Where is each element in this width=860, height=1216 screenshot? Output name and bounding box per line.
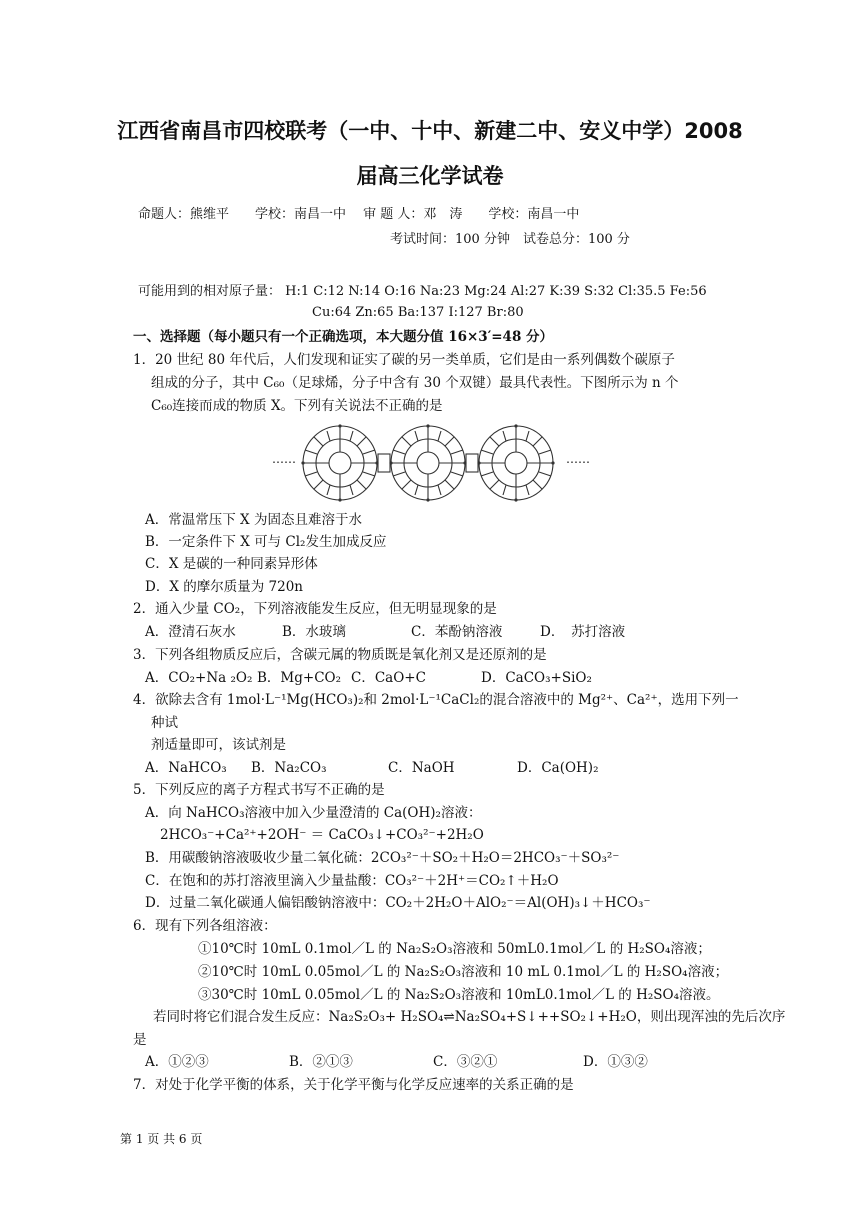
- q4-line2: 种试: [151, 715, 178, 731]
- q6-question-line1: 若同时将它们混合发生反应：Na₂S₂O₃+ H₂SO₄⇌Na₂SO₄+S↓++SO₂↓+H₂O，则出现浑浊的先后次序: [153, 1009, 786, 1025]
- q1-line1: 1．20 世纪 80 年代后，人们发现和证实了碳的另一类单质，它们是由一系列偶数个碳原子: [133, 352, 675, 368]
- q6-condition-2: ②10℃时 10mL 0.05mol／L 的 Na₂S₂O₃溶液和 10 mL 0.1mol／L 的 H₂SO₄溶液；: [198, 964, 729, 980]
- q3-option-c: C．CaO+C: [351, 670, 426, 686]
- page-footer: 第 1 页 共 6 页: [120, 1132, 203, 1146]
- q2-option-b: B．水玻璃: [282, 624, 346, 640]
- q6-option-b: B．②①③: [289, 1054, 353, 1070]
- c60-ball-1: [303, 426, 377, 500]
- c60-chain-figure: [292, 422, 582, 504]
- c60-link-1: [378, 454, 390, 472]
- c60-ball-2: [391, 426, 465, 500]
- q1-line3: C₆₀连接而成的物质 X。下列有关说法不正确的是: [151, 398, 443, 414]
- q4-option-d: D．Ca(OH)₂: [517, 760, 599, 776]
- q1-option-a: A．常温常压下 X 为固态且难溶于水: [145, 512, 362, 528]
- q2-option-a: A．澄清石灰水: [145, 624, 236, 640]
- atomic-masses-line1: 可能用到的相对原子量： H:1 C:12 N:14 O:16 Na:23 Mg:24 Al:27 K:39 S:32 Cl:35.5 Fe:56: [138, 284, 707, 299]
- q1-line2: 组成的分子，其中 C₆₀（足球烯，分子中含有 30 个双键）最具代表性。下图所示为 n 个: [151, 375, 679, 391]
- section-heading: 一、选择题（每小题只有一个正确选项，本大题分值 16×3′=48 分）: [133, 329, 554, 345]
- c60-link-2: [466, 454, 478, 472]
- q2-option-c: C．苯酚钠溶液: [411, 624, 503, 640]
- q6-condition-1: ①10℃时 10mL 0.1mol／L 的 Na₂S₂O₃溶液和 50mL0.1mol／L 的 H₂SO₄溶液；: [198, 941, 711, 957]
- exam-info: 考试时间：100 分钟 试卷总分：100 分: [390, 232, 630, 247]
- q6-question-line2: 是: [133, 1032, 147, 1048]
- q5-stem: 5．下列反应的离子方程式书写不正确的是: [133, 782, 385, 798]
- q5-option-b: B．用碳酸钠溶液吸收少量二氧化硫：2CO₃²⁻＋SO₂＋H₂O＝2HCO₃⁻＋SO₃²⁻: [145, 850, 620, 866]
- q3-option-d: D．CaCO₃+SiO₂: [481, 670, 592, 686]
- q6-stem: 6．现有下列各组溶液：: [133, 918, 277, 934]
- figure-dots-right: ……: [566, 452, 590, 466]
- q1-option-c: C．X 是碳的一种同素异形体: [145, 556, 318, 572]
- q3-stem: 3．下列各组物质反应后，含碳元属的物质既是氧化剂又是还原剂的是: [133, 647, 547, 663]
- q5-option-c: C．在饱和的苏打溶液里滴入少量盐酸：CO₃²⁻＋2H⁺＝CO₂↑＋H₂O: [145, 873, 559, 889]
- q1-option-b: B．一定条件下 X 可与 Cl₂发生加成反应: [145, 534, 387, 550]
- doc-title-line1: 江西省南昌市四校联考（一中、十中、新建二中、安义中学）2008: [117, 119, 743, 143]
- author-info: 命题人：熊维平 学校：南昌一中 审 题 人：邓 涛 学校：南昌一中: [138, 207, 580, 222]
- q4-line1: 4．欲除去含有 1mol·L⁻¹Mg(HCO₃)₂和 2mol·L⁻¹CaCl₂的混合溶液中的 Mg²⁺、Ca²⁺，选用下列一: [133, 692, 739, 708]
- q3-option-b: B．Mg+CO₂: [257, 670, 342, 686]
- doc-title-line2: 届高三化学试卷: [356, 164, 504, 188]
- atomic-masses-line2: Cu:64 Zn:65 Ba:137 I:127 Br:80: [312, 305, 524, 320]
- q2-option-d: D． 苏打溶液: [540, 624, 626, 640]
- q6-option-a: A．①②③: [145, 1054, 209, 1070]
- q5-option-a: A．向 NaHCO₃溶液中加入少量澄清的 Ca(OH)₂溶液：: [145, 805, 482, 821]
- q1-option-d: D．X 的摩尔质量为 720n: [145, 579, 303, 595]
- q3-option-a: A．CO₂+Na ₂O₂: [145, 670, 253, 686]
- q4-line3: 剂适量即可，该试剂是: [151, 737, 286, 753]
- q6-condition-3: ③30℃时 10mL 0.05mol／L 的 Na₂S₂O₃溶液和 10mL0.1mol／L 的 H₂SO₄溶液。: [198, 987, 720, 1003]
- q4-option-c: C．NaOH: [388, 760, 455, 776]
- q6-option-d: D．①③②: [583, 1054, 648, 1070]
- c60-ball-3: [479, 426, 553, 500]
- q5-option-a-equation: 2HCO₃⁻+Ca²⁺+2OH⁻ ＝ CaCO₃↓+CO₃²⁻+2H₂O: [160, 827, 484, 843]
- q4-option-b: B．Na₂CO₃: [251, 760, 327, 776]
- q5-option-d: D．过量二氧化碳通人偏铝酸钠溶液中：CO₂＋2H₂O＋AlO₂⁻＝Al(OH)₃↓＋HCO₃⁻: [145, 895, 651, 911]
- q2-stem: 2．通入少量 CO₂，下列溶液能发生反应，但无明显现象的是: [133, 601, 497, 617]
- figure-dots-left: ……: [272, 452, 296, 466]
- q6-option-c: C．③②①: [433, 1054, 498, 1070]
- q7-stem: 7．对处于化学平衡的体系，关于化学平衡与化学反应速率的关系正确的是: [133, 1077, 574, 1093]
- q4-option-a: A．NaHCO₃: [145, 760, 227, 776]
